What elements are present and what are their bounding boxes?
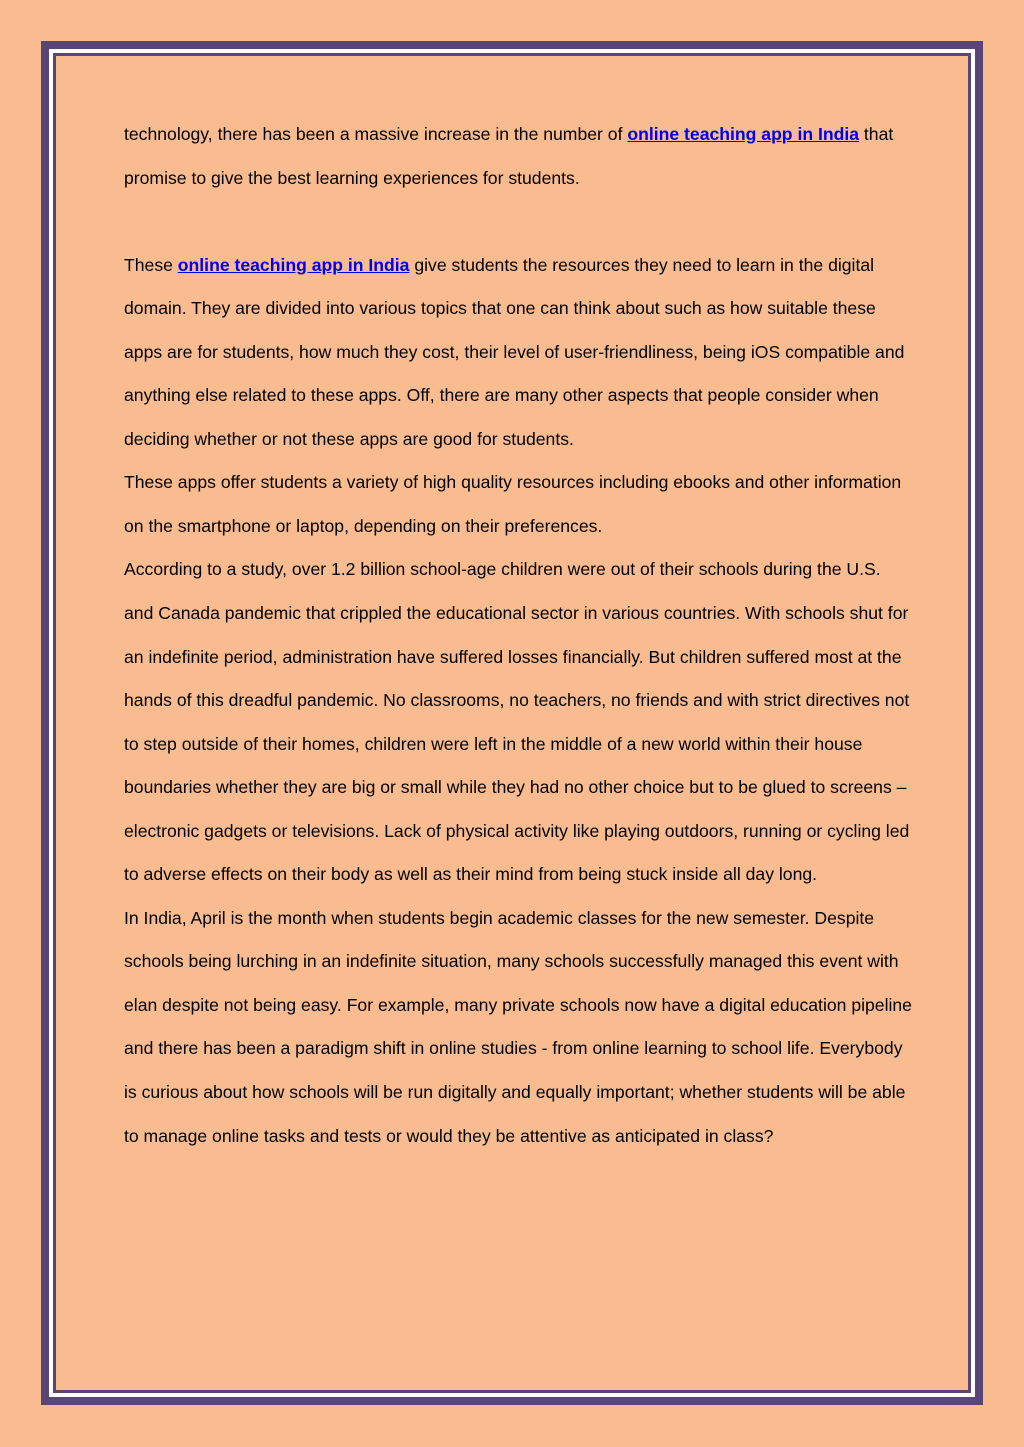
paragraph-pandemic-study: According to a study, over 1.2 billion school-age children were out of their schools during the U.S. and Canada pandemic that crippled the educational sector in various countries. With schools shut for an indefinite period, administration have suffered losses financially. But children suffered most at the hands of this dreadful pandemic. No classrooms, no teachers, no friends and with strict directives not to step outside of their homes, children were left in the middle of a new world within their house boundaries whether they are big or small while they had no other choice but to be glued to screens – electronic gadgets or televisions. Lack of physical activity like playing outdoors, running or cycling led to adverse effects on their body as well as their mind from being stuck inside all day long. (124, 559, 910, 885)
paragraph-apps-resources (124, 244, 914, 462)
paragraph-intro (124, 113, 914, 200)
paragraph-text: give students the resources they need to learn in the digital domain. They are divided into various topics that one can think about such as how suitable these apps are for students, how much they cost, their level of user-friendliness, being iOS compatible and anything else related to these apps. Off, there are many other aspects that people consider when deciding whether or not these apps are good for students. (124, 254, 905, 449)
document-body (124, 113, 914, 1158)
paragraph-text: that promise to give the best learning experiences for students. (124, 124, 894, 188)
paragraph-text: technology, there has been a massive increase in the number of (124, 124, 628, 144)
paragraph-india-april: In India, April is the month when students begin academic classes for the new semester. Despite schools being lurching in an indefinite situation, many schools successfully managed this event with elan despite not being easy. For example, many private schools now have a digital education pipeline and there has been a paradigm shift in online studies - from online learning to school life. Everybody is curious about how schools will be run digitally and equally important; whether students will be able to manage online tasks and tests or would they be attentive as anticipated in class? (124, 907, 912, 1146)
paragraph-text: These (124, 254, 178, 275)
online-teaching-app-link[interactable]: online teaching app in India (627, 124, 860, 144)
paragraph-gap (124, 200, 914, 244)
online-teaching-app-link[interactable]: online teaching app in India (177, 254, 410, 275)
paragraph-apps-offer: These apps offer students a variety of high quality resources including ebooks and other information on the smartphone or laptop, depending on their preferences. (124, 472, 902, 536)
